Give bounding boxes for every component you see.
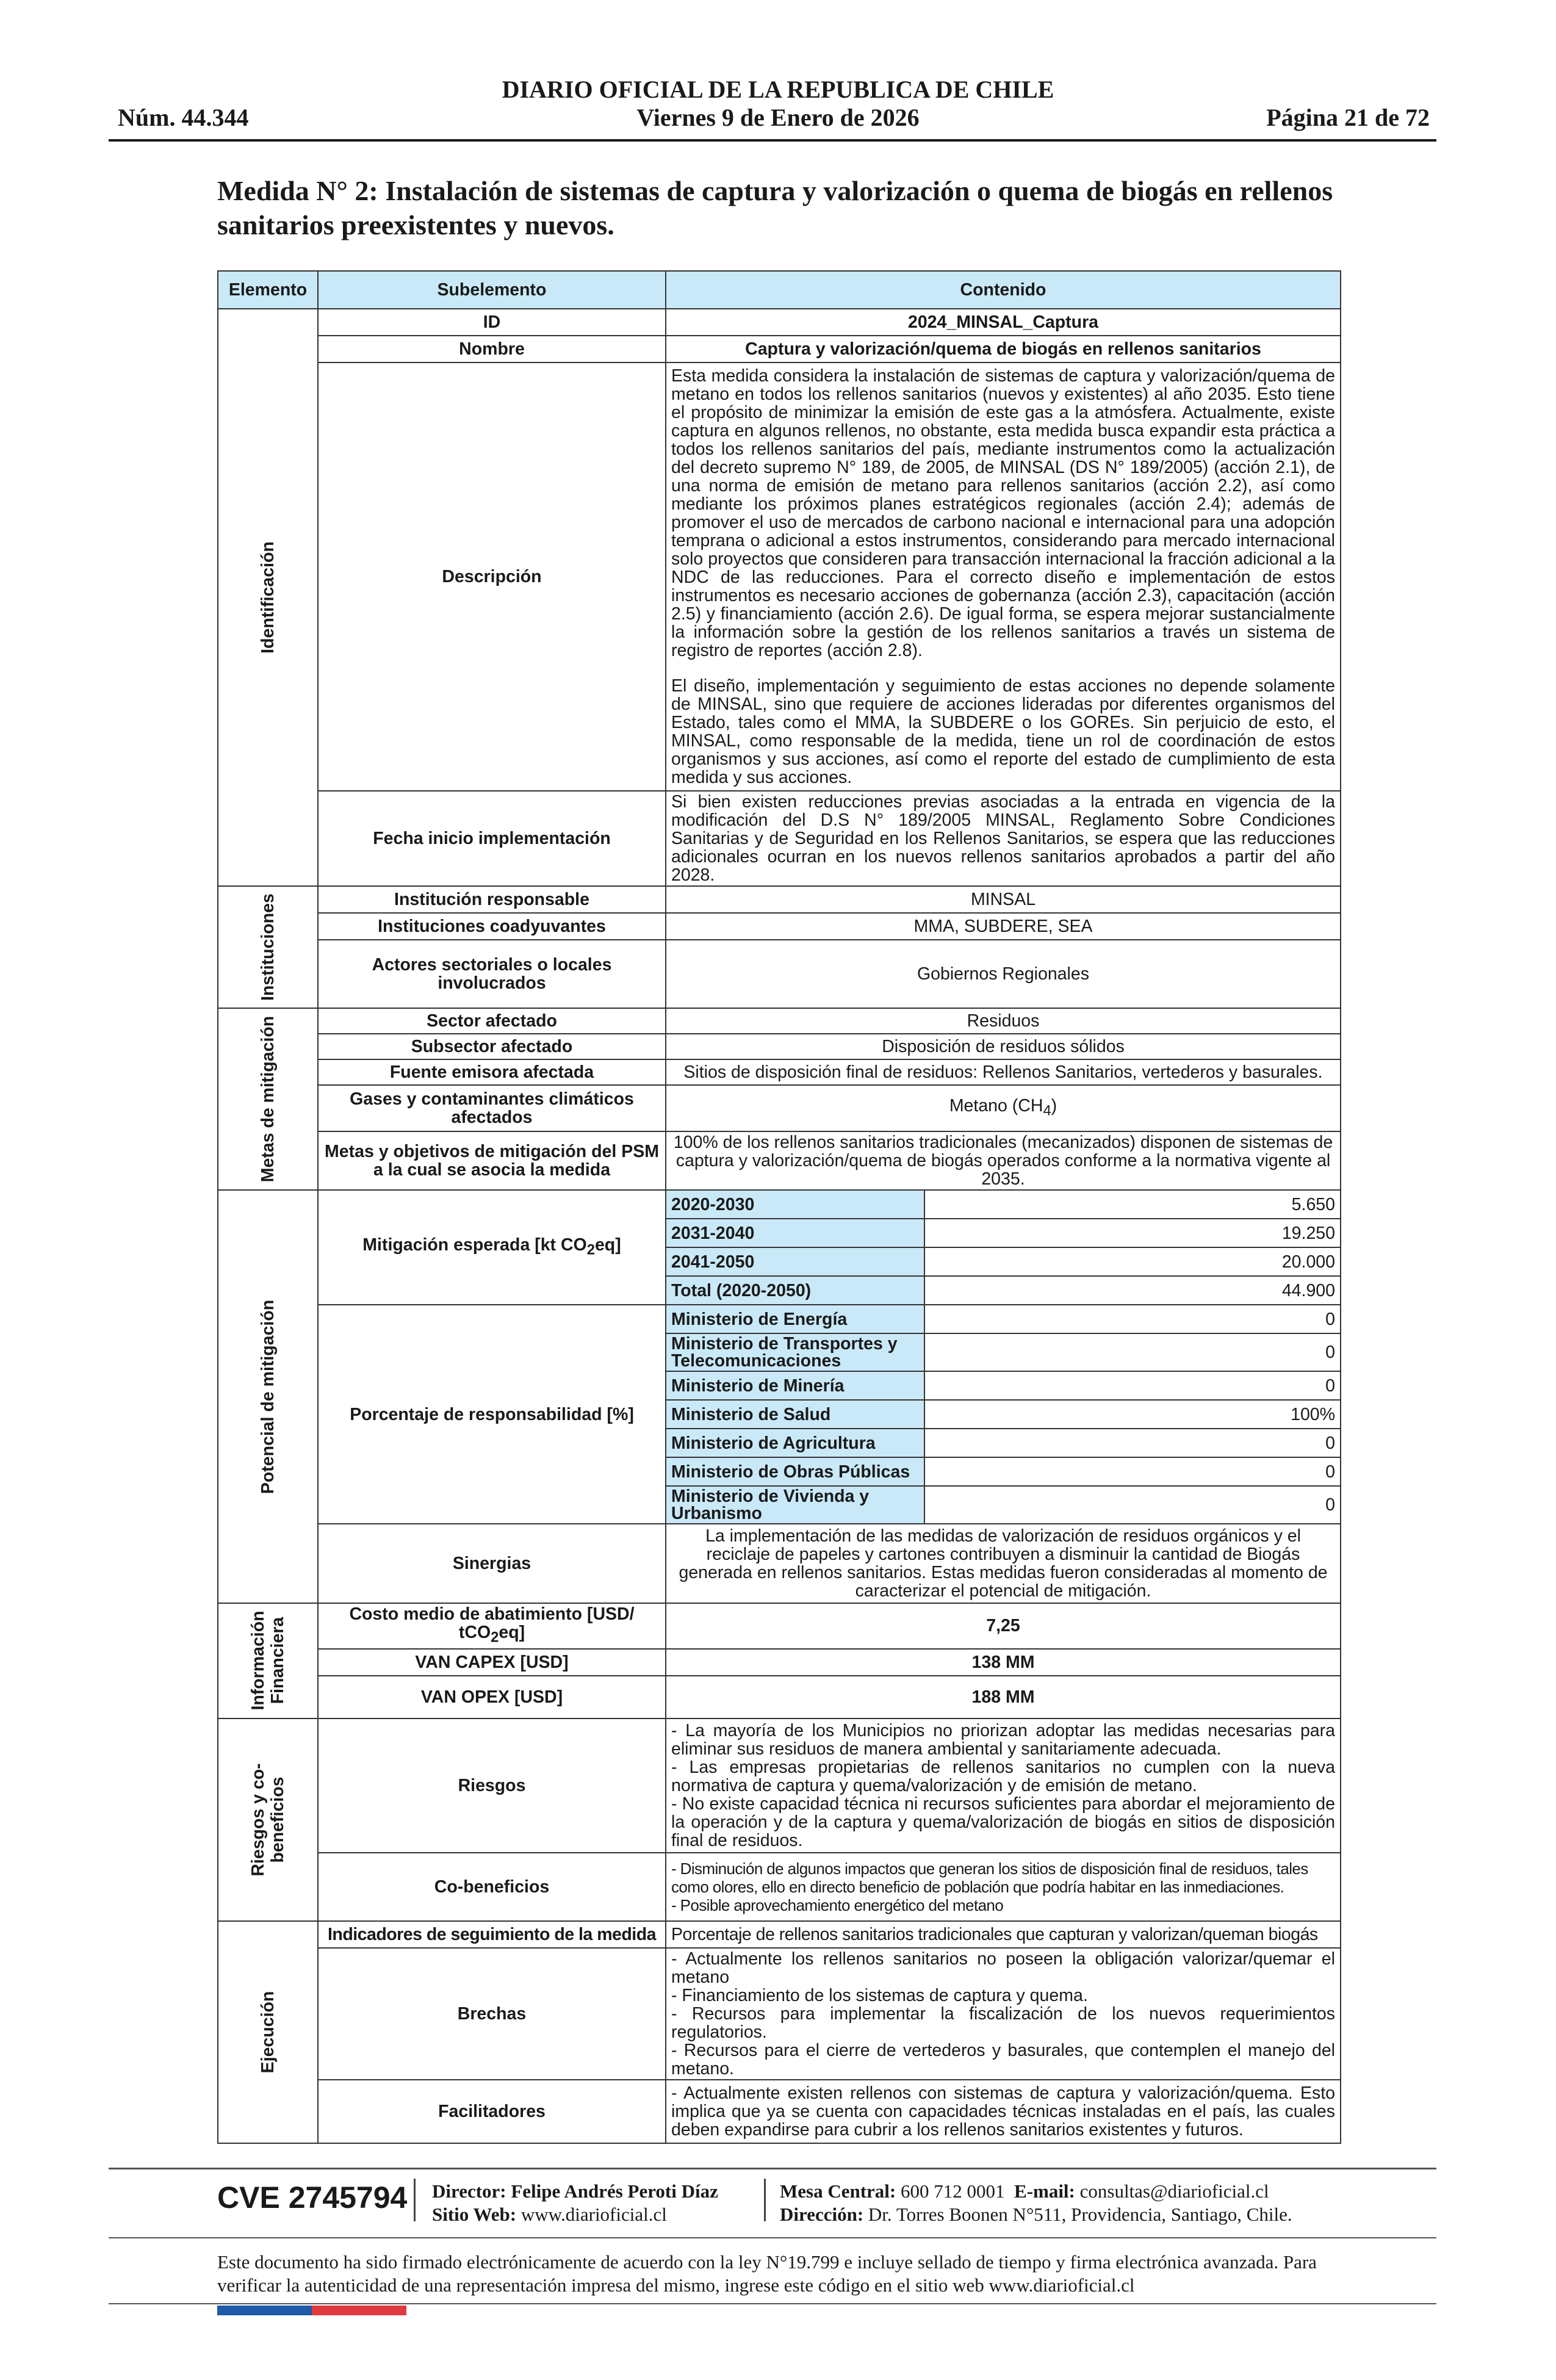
table-row bbox=[218, 1524, 1341, 1603]
newspaper-title: DIARIO OFICIAL DE LA REPUBLICA DE CHILE bbox=[502, 76, 1054, 103]
gaps-cell bbox=[666, 1948, 1341, 2080]
start-date-text: Si bien existen reducciones previas asociadas a la entrada en vigencia de la modificación del D.S N° 189/2005 MINSAL, Reglamento Sobre Condiciones Sanitarias y de Seguridad en los Rellenos Sanitarios, se espera que las reducciones adicionales ocurran en los nuevos rellenos sanitarios aprobados a partir del año 2028. bbox=[666, 791, 1341, 886]
ministry-label: Ministerio de Agricultura bbox=[666, 1429, 924, 1457]
table-row bbox=[218, 1603, 1341, 1649]
description-paragraph: El diseño, implementación y seguimiento de estas acciones no depende solamente de MINSAL, sino que requiere de acciones lideradas por diferentes organismos del Estado, tales como el MMA, la SUBDERE o los GOREs. Sin perjuicio de esto, el MINSAL, como responsable de la medida, tiene un rol de coordinación de estos organismos y sus acciones, así como el reporte del estado de cumplimiento de esta medida y sus acciones. bbox=[671, 676, 1335, 787]
table-row bbox=[218, 1190, 1341, 1305]
group-label: Información Financiera bbox=[248, 1610, 287, 1711]
table-row bbox=[666, 1457, 1340, 1486]
ministry-label: Ministerio de Transportes y Telecomunicaciones bbox=[666, 1333, 924, 1371]
footer-separator bbox=[764, 2179, 766, 2221]
ministry-share: 0 bbox=[924, 1371, 1340, 1400]
ministry-label: Ministerio de Vivienda y Urbanismo bbox=[666, 1486, 924, 1523]
row-label: Riesgos bbox=[318, 1718, 666, 1853]
mitigation-goal: 100% de los rellenos sanitarios tradicionales (mecanizados) disponen de sistemas de captura y valorización/quema de biogás operados conforme a la normativa vigente al 2035. bbox=[666, 1131, 1341, 1190]
issue-date: Viernes 9 de Enero de 2026 bbox=[636, 104, 920, 131]
row-label: Fecha inicio implementación bbox=[318, 791, 666, 886]
indicators-text: Porcentaje de rellenos sanitarios tradicionales que capturan y valorizan/queman biogás bbox=[666, 1921, 1341, 1948]
table-row bbox=[218, 1948, 1341, 2080]
table-row bbox=[218, 1305, 1341, 1524]
table-row bbox=[666, 1371, 1340, 1400]
table-row bbox=[218, 2080, 1341, 2143]
footer-website[interactable]: Sitio Web: www.diarioficial.cl bbox=[432, 2204, 667, 2225]
row-label: Brechas bbox=[318, 1948, 666, 2080]
table-row bbox=[218, 1676, 1341, 1718]
header-subelemento: Subelemento bbox=[318, 271, 666, 309]
affected-subsector: Disposición de residuos sólidos bbox=[666, 1034, 1341, 1059]
period-label: 2041-2050 bbox=[666, 1247, 924, 1276]
table-row bbox=[666, 1333, 1340, 1371]
row-label: Mitigación esperada [kt $CO_2eq$] bbox=[318, 1190, 666, 1305]
mitigation-subtable bbox=[666, 1190, 1341, 1305]
table-row bbox=[218, 1131, 1341, 1190]
ministry-label: Ministerio de Energía bbox=[666, 1305, 924, 1333]
group-potencial bbox=[218, 1190, 318, 1603]
footer-address: Dirección: Dr. Torres Boonen N°511, Providencia, Santiago, Chile. bbox=[780, 2204, 1292, 2225]
issue-number: Núm. 44.344 bbox=[118, 104, 249, 131]
list-item: - No existe capacidad técnica ni recursos suficientes para abordar el mejoramiento de la operación y de la captura y quema/valorización de biogás en sitios de disposición final de residuos. bbox=[671, 1794, 1335, 1850]
period-label: 2020-2030 bbox=[666, 1191, 924, 1219]
period-value: 44.900 bbox=[1281, 1280, 1335, 1300]
ministry-label: Ministerio de Salud bbox=[666, 1400, 924, 1429]
row-label: Subsector afectado bbox=[318, 1034, 666, 1059]
ministry-share: 100% bbox=[924, 1400, 1340, 1429]
group-label: Riesgos y co- beneficios bbox=[248, 1763, 287, 1877]
table-row bbox=[666, 1486, 1340, 1523]
table-row bbox=[218, 336, 1341, 362]
row-label: Sinergias bbox=[318, 1524, 666, 1603]
table-row bbox=[218, 1085, 1341, 1131]
page-number: Página 21 de 72 bbox=[1266, 104, 1430, 131]
footer-divider bbox=[109, 2303, 1436, 2304]
supporting-institutions: MMA, SUBDERE, SEA bbox=[666, 913, 1341, 940]
row-label: Instituciones coadyuvantes bbox=[318, 913, 666, 940]
group-info-financiera bbox=[218, 1603, 318, 1718]
list-item: - Recursos para el cierre de vertederos y basurales, que contemplen el manejo del metano. bbox=[671, 2040, 1335, 2079]
ministry-share: 0 bbox=[924, 1305, 1340, 1333]
table-row bbox=[218, 1059, 1341, 1085]
risks-cell bbox=[666, 1718, 1341, 1853]
group-label: Potencial de mitigación bbox=[258, 1299, 278, 1494]
ministry-share: 0 bbox=[924, 1457, 1340, 1486]
row-label: VAN CAPEX [USD] bbox=[318, 1649, 666, 1676]
table-row bbox=[218, 362, 1341, 791]
table-row bbox=[218, 1718, 1341, 1853]
description-cell bbox=[666, 362, 1341, 791]
table-row bbox=[666, 1247, 1340, 1276]
row-label: Institución responsable bbox=[318, 886, 666, 913]
measure-table bbox=[217, 270, 1341, 2144]
list-item: - Actualmente los rellenos sanitarios no poseen la obligación valorizar/quemar el metano bbox=[671, 1949, 1335, 1987]
period-value: 19.250 bbox=[924, 1219, 1340, 1247]
facilitators-text: - Actualmente existen rellenos con sistemas de captura y valorización/quema. Esto implica que ya se cuenta con capacidades técnicas instaladas en el país, las cuales deben expandirse para cubrir a los rellenos sanitarios existentes y futuros. bbox=[666, 2080, 1341, 2143]
row-label: Sector afectado bbox=[318, 1008, 666, 1034]
row-label: Porcentaje de responsabilidad [%] bbox=[318, 1305, 666, 1524]
group-label: Identificación bbox=[258, 541, 278, 654]
row-label: Costo medio de abatimiento [USD/ tCO$_2$eq] bbox=[318, 1603, 666, 1649]
table-row bbox=[666, 1400, 1340, 1429]
signature-note: Este documento ha sido firmado electrónicamente de acuerdo con la ley N°19.799 e incluye sellado de tiempo y firma electrónica avanzada. Para verificar la autenticidad de una representación impresa del mismo, ingrese este código en el sitio web www.diarioficial.cl bbox=[217, 2251, 1317, 2296]
header-contenido: Contenido bbox=[666, 271, 1341, 309]
list-item: - Las empresas propietarias de rellenos sanitarios no cumplen con la nueva normativa de captura y quema/valorización y de emisión de metano. bbox=[671, 1757, 1335, 1795]
table-row bbox=[218, 1853, 1341, 1921]
table-row bbox=[218, 1921, 1341, 1948]
cve-code: CVE 2745794 bbox=[217, 2180, 408, 2215]
measure-id: 2024_MINSAL_Captura bbox=[666, 309, 1341, 336]
table-row bbox=[218, 791, 1341, 886]
capex-value: 138 MM bbox=[666, 1649, 1341, 1676]
list-item: - Recursos para implementar la fiscalización de los nuevos requerimientos regulatorios. bbox=[671, 2003, 1335, 2042]
flag-bar-red bbox=[312, 2306, 406, 2315]
affected-gases: Metano $(CH_4)$ bbox=[666, 1085, 1341, 1131]
table-row bbox=[218, 886, 1341, 913]
ministry-label: Ministerio de Minería bbox=[666, 1371, 924, 1400]
affected-sector: Residuos bbox=[666, 1008, 1341, 1034]
synergies-text: La implementación de las medidas de valorización de residuos orgánicos y el reciclaje de papeles y cartones contribuyen a disminuir la cantidad de Biogás generada en rellenos sanitarios. Estas medidas fueron consideradas al momento de caracterizar el potencial de mitigación. bbox=[666, 1524, 1341, 1603]
row-label: VAN OPEX [USD] bbox=[318, 1676, 666, 1718]
responsibility-subtable bbox=[666, 1305, 1341, 1524]
header-elemento: Elemento bbox=[218, 271, 318, 309]
header-divider bbox=[109, 139, 1436, 142]
footer-divider bbox=[109, 2168, 1436, 2169]
footer-contact: Mesa Central: 600 712 0001 E-mail: consultas@diarioficial.cl bbox=[780, 2180, 1269, 2202]
table-row bbox=[218, 1034, 1341, 1059]
table-header-row bbox=[218, 271, 1341, 309]
table-row bbox=[218, 940, 1341, 1008]
table-row bbox=[666, 1191, 1340, 1219]
table-row bbox=[666, 1429, 1340, 1457]
group-label: Instituciones bbox=[258, 893, 278, 1001]
description-paragraph: Esta medida considera la instalación de sistemas de captura y valorización/quema de metano en todos los rellenos sanitarios (nuevos y existentes) al año 2035. Esto tiene el propósito de minimizar la emisión de este gas a la atmósfera. Actualmente, existe captura en algunos rellenos, no obstante, esta medida busca expandir esta práctica a todos los rellenos sanitarios del país, mediante instrumentos como la actualización del decreto supremo N° 189, de 2005, de MINSAL (DS N° 189/2005) (acción 2.1), de una norma de emisión de metano para rellenos sanitarios (acción 2.2), así como mediante los próximos planes estratégicos regionales (acción 2.4); además de promover el uso de mercados de carbono nacional e internacional para una adopción temprana o adicional a estos instrumentos, considerando para mercado internacional solo proyectos que consideren para transacción internacional la fracción adicional a la NDC de las reducciones. Para el correcto diseño e implementación de estos instrumentos es necesario acciones de gobernanza (acción 2.3), capacitación (acción 2.5) y financiamiento (acción 2.6). De igual forma, se espera mejorar sustancialmente la información sobre la gestión de los rellenos sanitarios a través un sistema de registro de reportes (acción 2.8). bbox=[671, 366, 1335, 660]
footer-separator bbox=[414, 2179, 416, 2221]
responsible-institution: MINSAL bbox=[666, 886, 1341, 913]
row-label: Descripción bbox=[318, 362, 666, 791]
row-label: Actores sectoriales o locales involucrados bbox=[318, 940, 666, 1008]
footer-director: Director: Felipe Andrés Peroti Díaz bbox=[432, 2180, 718, 2202]
period-value: 5.650 bbox=[924, 1191, 1340, 1219]
row-label: Nombre bbox=[318, 336, 666, 362]
row-label: Indicadores de seguimiento de la medida bbox=[318, 1921, 666, 1948]
cobenefits-cell bbox=[666, 1853, 1341, 1921]
table-row bbox=[666, 1305, 1340, 1333]
opex-value: 188 MM bbox=[666, 1676, 1341, 1718]
row-label: Facilitadores bbox=[318, 2080, 666, 2143]
list-item: - Financiamiento de los sistemas de captura y quema. bbox=[671, 1985, 1088, 2005]
table-row bbox=[218, 1008, 1341, 1034]
list-item: - La mayoría de los Municipios no priorizan adoptar las medidas necesarias para eliminar sus residuos de manera ambiental y sanitariamente adecuada. bbox=[671, 1720, 1335, 1759]
row-label: ID bbox=[318, 309, 666, 336]
row-label: Gases y contaminantes climáticos afectados bbox=[318, 1085, 666, 1131]
emission-source: Sitios de disposición final de residuos: Rellenos Sanitarios, vertederos y basurales. bbox=[666, 1059, 1341, 1085]
footer-divider bbox=[109, 2237, 1436, 2238]
table-row bbox=[666, 1219, 1340, 1247]
row-label: Metas y objetivos de mitigación del PSM a la cual se asocia la medida bbox=[318, 1131, 666, 1190]
ministry-label: Ministerio de Obras Públicas bbox=[666, 1457, 924, 1486]
ministry-share: 0 bbox=[924, 1429, 1340, 1457]
group-label: Metas de mitigación bbox=[258, 1015, 278, 1183]
group-metas bbox=[218, 1008, 318, 1190]
local-actors: Gobiernos Regionales bbox=[666, 940, 1341, 1008]
measure-name: Captura y valorización/quema de biogás en rellenos sanitarios bbox=[666, 336, 1341, 362]
table-row bbox=[218, 913, 1341, 940]
table-row bbox=[666, 1276, 1340, 1304]
row-label: Co-beneficios bbox=[318, 1853, 666, 1921]
ministry-share: 0 bbox=[924, 1333, 1340, 1371]
period-value: 20.000 bbox=[924, 1247, 1340, 1276]
list-item: - Disminución de algunos impactos que generan los sitios de disposición final de residuos, tales como olores, ello en directo beneficio de población que podría habitar en las inmediaciones. bbox=[671, 1859, 1308, 1896]
abatement-cost: 7,25 bbox=[666, 1603, 1341, 1649]
period-label: Total (2020-2050) bbox=[666, 1276, 924, 1304]
group-instituciones bbox=[218, 886, 318, 1008]
list-item: - Posible aprovechamiento energético del metano bbox=[671, 1895, 1004, 1914]
ministry-share: 0 bbox=[1325, 1495, 1335, 1515]
group-label: Ejecución bbox=[258, 1991, 278, 2073]
group-ejecucion bbox=[218, 1921, 318, 2143]
group-riesgos bbox=[218, 1718, 318, 1921]
group-identificacion bbox=[218, 309, 318, 886]
table-row bbox=[218, 309, 1341, 336]
period-label: 2031-2040 bbox=[666, 1219, 924, 1247]
section-title: Medida N° 2: Instalación de sistemas de captura y valorización o quema de biogás en rellenos sanitarios preexistentes y nuevos. bbox=[217, 175, 1333, 240]
flag-bar-blue bbox=[217, 2306, 312, 2315]
table-row bbox=[218, 1649, 1341, 1676]
row-label: Fuente emisora afectada bbox=[318, 1059, 666, 1085]
